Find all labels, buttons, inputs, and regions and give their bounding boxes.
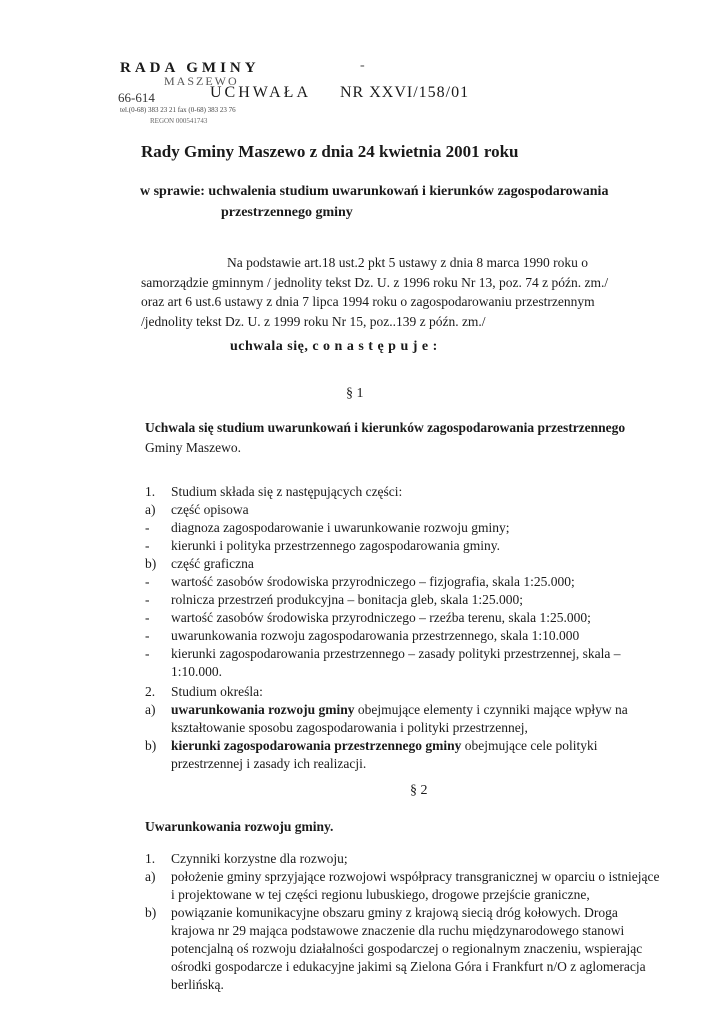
basis-line-3: oraz art 6 ust.6 ustawy z dnia 7 lipca 1994 roku o zagospodarowaniu przestrzennym: [141, 294, 595, 309]
handwritten-dash: -: [360, 58, 365, 73]
list-item-continuation: i projektowane w tej części regionu lubuskiego, drogowe przejście graniczne,: [171, 887, 590, 902]
document-topic: [140, 181, 608, 223]
section-1-heading-line-2: Gminy Maszewo.: [145, 440, 241, 455]
resolution-word: UCHWAŁA: [210, 84, 311, 101]
stamp-postal-code: 66-614: [118, 90, 155, 105]
stamp-regon: REGON 000541743: [150, 117, 208, 125]
section-2-heading: Uwarunkowania rozwoju gminy.: [145, 819, 334, 834]
section-2-symbol: § 2: [410, 783, 428, 798]
section-1-list: [145, 483, 620, 681]
section-1-heading-line-1: Uchwala się studium uwarunkowań i kierunków zagospodarowania przestrzennego: [145, 420, 626, 435]
enactment-clause: uchwala się, c o n a s t ę p u j e :: [230, 339, 438, 354]
list-item: b) powiązanie komunikacyjne obszaru gminy z krajową siecią dróg kołowych. Droga: [145, 905, 618, 920]
section-2-list: [145, 850, 659, 994]
list-item-continuation: 1:10.000.: [171, 664, 223, 679]
list-item: - kierunki zagospodarowania przestrzennego – zasady polityki przestrzennej, skala –: [145, 646, 621, 661]
list-item: b) część graficzna: [145, 556, 254, 571]
list-item: - wartość zasobów środowiska przyrodniczego – rzeźba terenu, skala 1:25.000;: [145, 610, 591, 625]
list-item: a) położenie gminy sprzyjające rozwojowi współpracy transgranicznej w oparciu o istniejące: [145, 869, 660, 884]
stamp-council-name: RADA GMINY: [120, 60, 260, 76]
topic-line-1: w sprawie: uchwalenia studium uwarunkowań i kierunków zagospodarowania: [140, 184, 609, 199]
list-item: b) kierunki zagospodarowania przestrzennego gminy obejmujące cele polityki: [145, 738, 598, 753]
list-item-continuation: krajowa nr 29 mająca podstawowe znaczenie dla ruchu międzynarodowego stanowi: [171, 923, 625, 938]
list-item: - kierunki i polityka przestrzennego zagospodarowania gminy.: [145, 538, 501, 553]
basis-line-4: /jednolity tekst Dz. U. z 1999 roku Nr 15, poz..139 z późn. zm./: [141, 313, 486, 329]
list-item: a) część opisowa: [145, 502, 249, 517]
section-1-symbol: § 1: [346, 386, 364, 401]
stamp-municipality: MASZEWO: [164, 74, 239, 88]
list-item: - rolnicza przestrzeń produkcyjna – bonitacja gleb, skala 1:25.000;: [145, 592, 524, 607]
list-item: 1. Studium składa się z następujących części:: [145, 484, 403, 499]
stamp-phone: tel.(0-68) 383 23 21 fax (0-68) 383 23 76: [120, 106, 236, 114]
topic-line-2: przestrzennego gminy: [221, 205, 353, 220]
list-item: 1. Czynniki korzystne dla rozwoju;: [145, 851, 348, 866]
list-item: - diagnoza zagospodarowanie i uwarunkowanie rozwoju gminy;: [145, 520, 510, 535]
list-item-continuation: potencjalną oś rozwoju działalności gospodarczej o regionalnym znaczeniu, wspierając: [171, 941, 643, 956]
list-item: a) uwarunkowania rozwoju gminy obejmujące elementy i czynniki mające wpływ na: [145, 702, 628, 717]
resolution-number: NR XXVI/158/01: [340, 84, 470, 101]
list-item-continuation: przestrzennej i zasady ich realizacji.: [171, 756, 367, 771]
document-title: Rady Gminy Maszewo z dnia 24 kwietnia 2001 roku: [141, 142, 519, 161]
basis-line-1: Na podstawie art.18 ust.2 pkt 5 ustawy z dnia 8 marca 1990 roku o: [227, 255, 589, 270]
list-item: - uwarunkowania rozwoju zagospodarowania przestrzennego, skala 1:10.000: [145, 628, 580, 643]
list-item: 2. Studium określa:: [145, 684, 263, 699]
list-item-continuation: kształtowanie sposobu zagospodarowania i polityki przestrzennej,: [171, 720, 528, 735]
basis-line-2: samorządzie gminnym / jednolity tekst Dz. U. z 1996 roku Nr 13, poz. 74 z późn. zm./: [141, 274, 609, 290]
list-item-continuation: berlińską.: [171, 977, 224, 992]
list-item: - wartość zasobów środowiska przyrodniczego – fizjografia, skala 1:25.000;: [145, 574, 575, 589]
legal-basis: [141, 253, 608, 331]
section-1-heading: [145, 418, 625, 458]
section-1-list-2: [145, 683, 628, 773]
list-item-continuation: ośrodki gospodarcze i edukacyjne jakimi są Zielona Góra i Frankfurt n/O z aglomeracja: [171, 959, 646, 974]
